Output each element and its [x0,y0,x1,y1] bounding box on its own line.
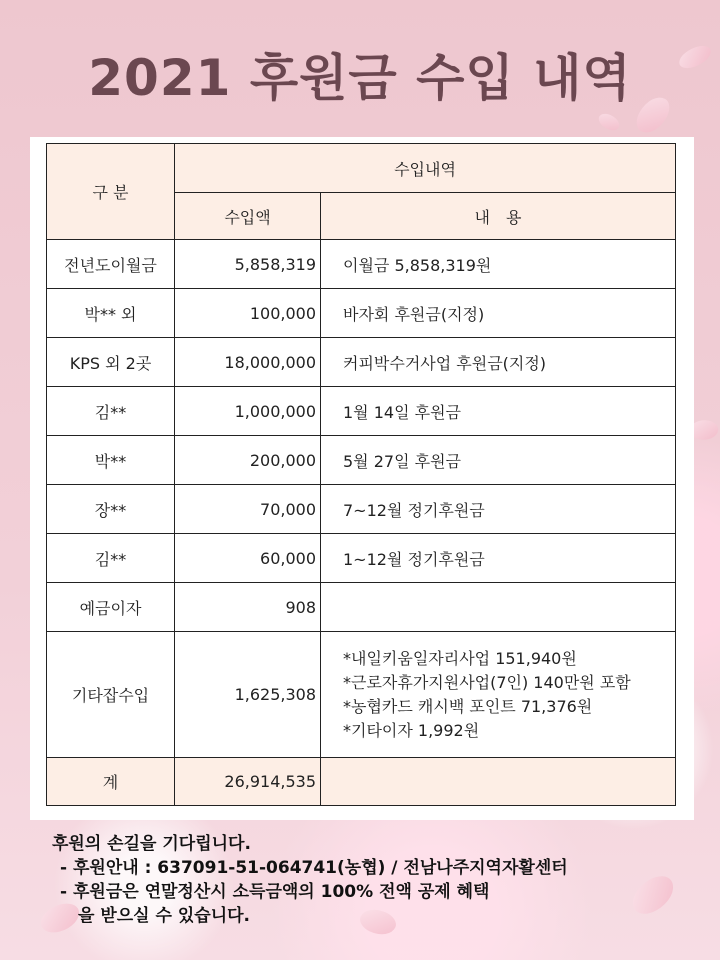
row-details: 5월 27일 후원금 [321,436,676,485]
row-details [321,583,676,632]
detail-line: *근로자휴가지원사업(7인) 140만원 포함 [343,672,631,692]
total-label: 계 [47,758,175,806]
row-amount: 1,000,000 [175,387,321,436]
row-details: 이월금 5,858,319원 [321,240,676,289]
row-details: 바자회 후원금(지정) [321,289,676,338]
row-category: 예금이자 [47,583,175,632]
footer-heading: 후원의 손길을 기다립니다. [52,834,251,854]
row-category: 장** [47,485,175,534]
table-row [47,534,676,583]
table-row-total [47,758,676,806]
petal-decoration [626,871,681,920]
row-amount: 908 [175,583,321,632]
row-details-list [321,632,676,758]
petal-decoration [596,110,622,135]
row-amount: 18,000,000 [175,338,321,387]
table-row [47,240,676,289]
detail-line: *기타이자 1,992원 [343,720,480,740]
table-row [47,387,676,436]
row-amount: 70,000 [175,485,321,534]
header-income-group: 수입내역 [175,144,676,193]
page-title: 2021 후원금 수입 내역 [88,49,632,107]
row-category: KPS 외 2곳 [47,338,175,387]
header-amount: 수입액 [175,193,321,240]
table-row [47,583,676,632]
footer-tax-line-cont: 을 받으실 수 있습니다. [78,906,251,926]
table-row [47,289,676,338]
detail-line: *농협카드 캐시백 포인트 71,376원 [343,696,593,716]
row-amount: 100,000 [175,289,321,338]
row-details: 커피박수거사업 후원금(지정) [321,338,676,387]
row-category: 김** [47,534,175,583]
footer-account-line: - 후원안내 : 637091-51-064741(농협) / 전남나주지역자활센터 [60,858,568,878]
header-details: 내 용 [321,193,676,240]
row-amount: 5,858,319 [175,240,321,289]
row-category: 기타잡수입 [47,632,175,758]
income-table [46,143,676,806]
detail-line: *내일키움일자리사업 151,940원 [343,648,577,668]
header-category: 구 분 [47,144,175,240]
total-amount: 26,914,535 [175,758,321,806]
table-row [47,485,676,534]
row-details: 1~12월 정기후원금 [321,534,676,583]
table-row-other-income [47,632,676,758]
row-details: 7~12월 정기후원금 [321,485,676,534]
row-amount: 60,000 [175,534,321,583]
total-details [321,758,676,806]
row-category: 전년도이월금 [47,240,175,289]
table-row [47,338,676,387]
row-category: 박** 외 [47,289,175,338]
row-amount: 200,000 [175,436,321,485]
row-amount: 1,625,308 [175,632,321,758]
row-category: 박** [47,436,175,485]
footer-notice [52,832,568,928]
table-row [47,436,676,485]
footer-tax-line: - 후원금은 연말정산시 소득금액의 100% 전액 공제 혜택 [60,882,490,902]
row-category: 김** [47,387,175,436]
row-details: 1월 14일 후원금 [321,387,676,436]
